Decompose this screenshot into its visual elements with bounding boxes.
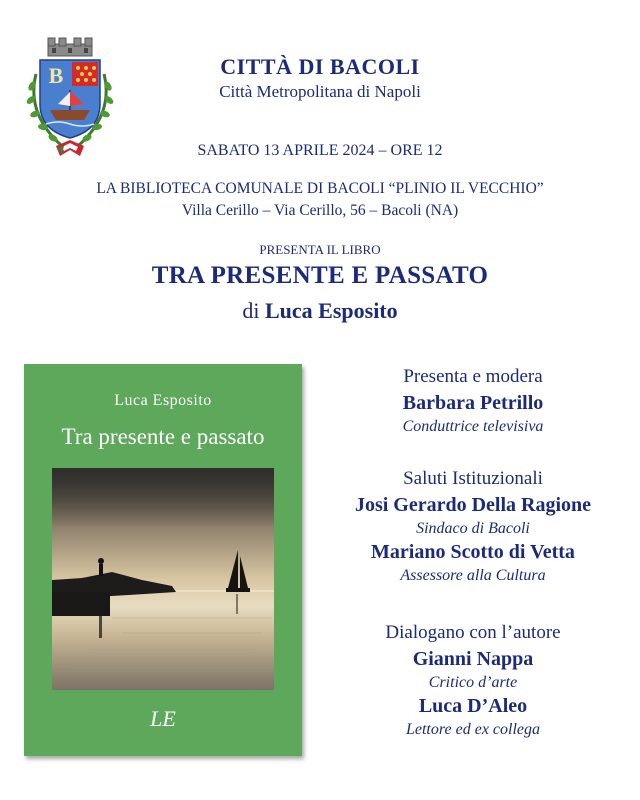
author-prefix: di <box>242 298 260 323</box>
metro-name: Città Metropolitana di Napoli <box>219 82 421 101</box>
city-name: CITTÀ DI BACOLI <box>220 54 420 79</box>
cover-photo-sea-sunset <box>52 468 274 690</box>
person-name: Gianni Nappa <box>412 648 534 670</box>
person-role: Critico d’arte <box>428 674 518 691</box>
person-name: Josi Gerardo Della Ragione <box>354 494 592 516</box>
book-title: TRA PRESENTE E PASSATO <box>151 262 489 289</box>
book-author <box>0 298 640 324</box>
person-role: Assessore alla Cultura <box>400 567 546 584</box>
venue-name: LA BIBLIOTECA COMUNALE DI BACOLI “PLINIO IL VECCHIO” <box>96 180 544 197</box>
book-cover <box>24 364 302 756</box>
venue-address: Villa Cerillo – Via Cerillo, 56 – Bacoli (NA) <box>181 202 459 219</box>
cover-title: Tra presente e passato <box>61 424 265 449</box>
publisher-logo: LE <box>150 706 176 731</box>
person-role: Lettore ed ex collega <box>405 721 541 738</box>
person-name: Barbara Petrillo <box>402 392 544 414</box>
svg-text:B: B <box>48 63 64 88</box>
program-heading: Dialogano con l’autore <box>385 622 561 643</box>
presents-label: PRESENTA IL LIBRO <box>259 242 381 257</box>
program-block-dialogue <box>318 622 628 739</box>
person-name: Luca D’Aleo <box>418 695 528 717</box>
program-heading: Saluti Istituzionali <box>403 468 543 489</box>
program-block-host <box>318 366 628 436</box>
person-role: Sindaco di Bacoli <box>416 520 530 537</box>
cover-author: Luca Esposito <box>114 392 212 409</box>
event-datetime: SABATO 13 APRILE 2024 – ORE 12 <box>197 142 443 159</box>
person-role: Conduttrice televisiva <box>402 418 544 435</box>
author-name: Luca Esposito <box>264 298 398 323</box>
person-name: Mariano Scotto di Vetta <box>371 541 575 563</box>
program-block-greetings <box>318 468 628 585</box>
program-heading: Presenta e modera <box>403 366 543 387</box>
